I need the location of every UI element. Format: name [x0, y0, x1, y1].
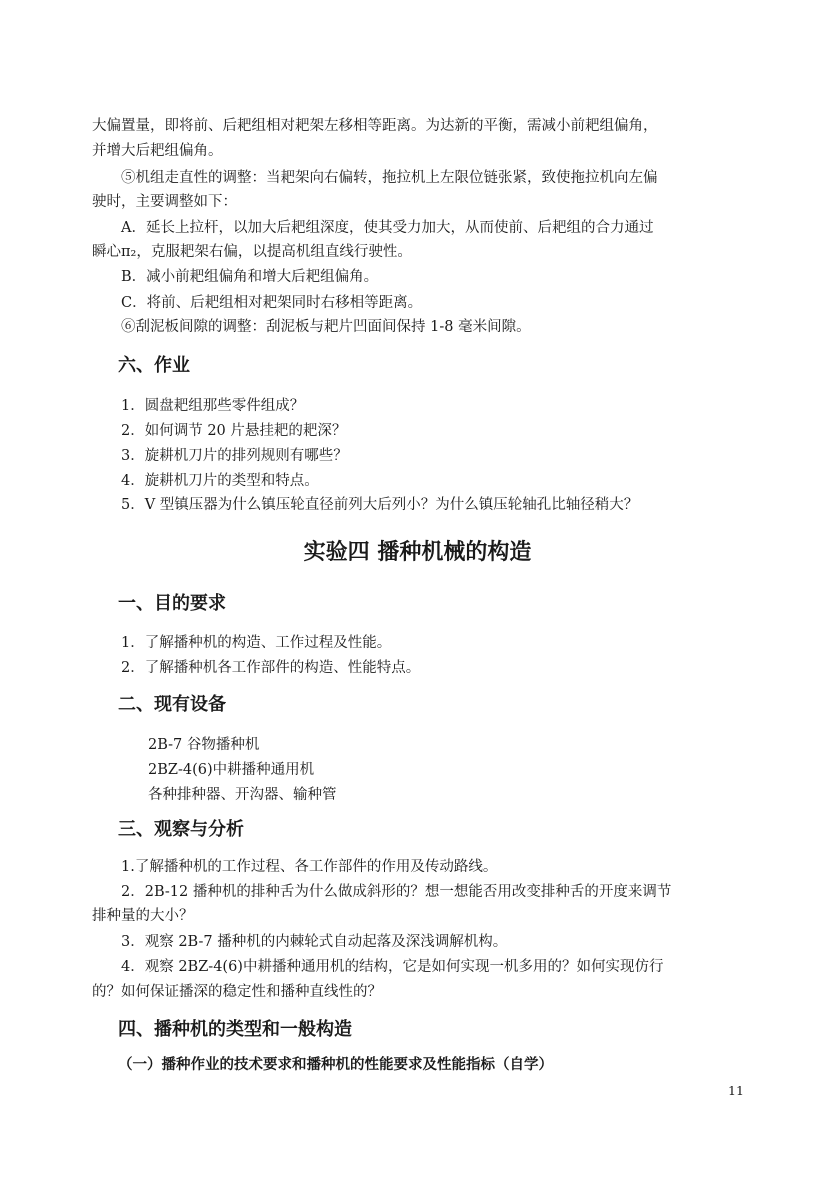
paragraph-line: A．延长上拉杆，以加大后耙组深度，使其受力加大，从而使前、后耙组的合力通过 — [121, 220, 654, 236]
list-item: 2B-7 谷物播种机 — [148, 737, 260, 753]
paragraph-line: ⑤机组走直性的调整：当耙架向右偏转，拖拉机上左限位链张紧，致使拖拉机向左偏 — [121, 170, 658, 186]
paragraph-line: 1.了解播种机的工作过程、各工作部件的作用及传动路线。 — [121, 859, 498, 875]
subsection-heading: （一）播种作业的技术要求和播种机的性能要求及性能指标（自学） — [118, 1057, 553, 1073]
paragraph-line: 的？如何保证播深的稳定性和播种直线性的？ — [92, 984, 382, 1000]
list-item: 5．V 型镇压器为什么镇压轮直径前列大后列小？为什么镇压轮轴孔比轴径稍大？ — [121, 497, 639, 513]
paragraph-line: 瞬心π₂，克服耙架右偏，以提高机组直线行驶性。 — [92, 244, 412, 260]
list-item: 2．了解播种机各工作部件的构造、性能特点。 — [121, 660, 421, 676]
paragraph-line: 驶时，主要调整如下： — [92, 194, 237, 210]
paragraph-line: 并增大后耙组偏角。 — [92, 143, 223, 159]
list-item: 4．旋耕机刀片的类型和特点。 — [121, 473, 319, 489]
paragraph-line: 3．观察 2B-7 播种机的内棘轮式自动起落及深浅调解机构。 — [121, 934, 508, 950]
section-heading-seeder-types: 四、播种机的类型和一般构造 — [118, 1019, 352, 1040]
section-heading-equipment: 二、现有设备 — [118, 694, 226, 715]
page-number: 11 — [728, 1083, 744, 1098]
list-item: 各种排种器、开沟器、输种管 — [148, 787, 337, 803]
section-heading-observation: 三、观察与分析 — [118, 819, 244, 840]
paragraph-line: 排种量的大小？ — [92, 908, 194, 924]
list-item: 2．如何调节 20 片悬挂耙的耙深？ — [121, 423, 347, 439]
paragraph-line: 2．2B-12 播种机的排种舌为什么做成斜形的？想一想能否用改变排种舌的开度来调节 — [121, 884, 672, 900]
list-item: 2BZ-4(6)中耕播种通用机 — [148, 762, 315, 778]
list-item: 1．了解播种机的构造、工作过程及性能。 — [121, 635, 392, 651]
section-heading-homework: 六、作业 — [118, 355, 190, 376]
paragraph-line: ⑥刮泥板间隙的调整：刮泥板与耙片凹面间保持 1-8 毫米间隙。 — [121, 319, 531, 335]
paragraph-line: 4．观察 2BZ-4(6)中耕播种通用机的结构，它是如何实现一机多用的？如何实现仿行 — [121, 959, 664, 975]
paragraph-line: C．将前、后耙组相对耙架同时右移相等距离。 — [121, 295, 423, 311]
paragraph-line: 大偏置量，即将前、后耙组相对耙架左移相等距离。为达新的平衡，需减小前耙组偏角， — [92, 118, 658, 134]
experiment-title: 实验四 播种机械的构造 — [303, 540, 532, 565]
list-item: 1．圆盘耙组那些零件组成？ — [121, 398, 305, 414]
section-heading-objectives: 一、目的要求 — [118, 593, 226, 614]
list-item: 3．旋耕机刀片的排列规则有哪些？ — [121, 448, 348, 464]
paragraph-line: B．减小前耙组偏角和增大后耙组偏角。 — [121, 269, 379, 285]
